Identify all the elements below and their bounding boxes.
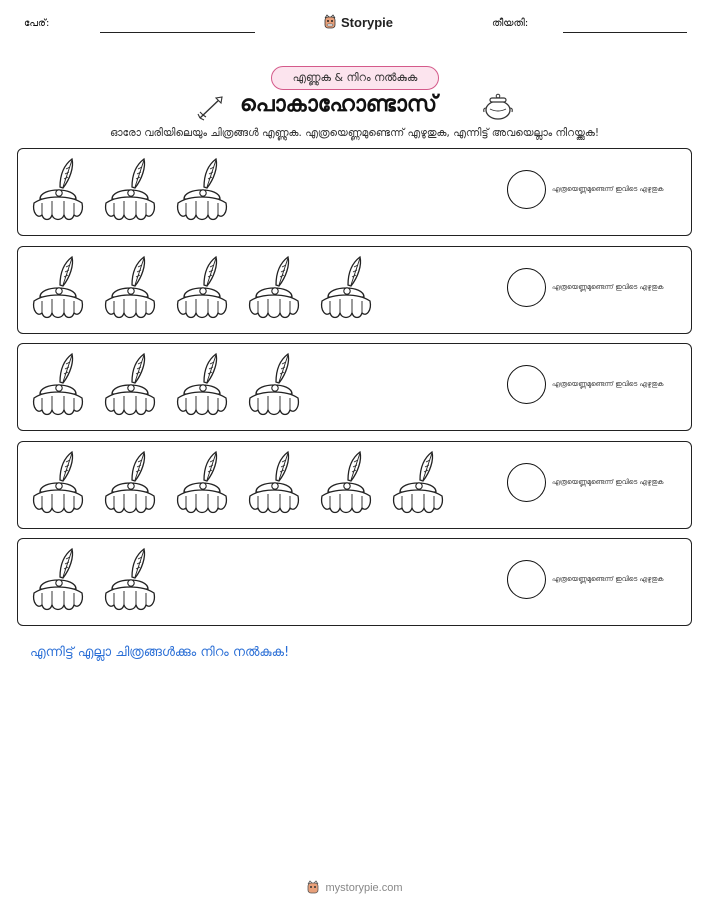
row-pictures [30, 547, 158, 619]
feathered-hat-icon [246, 352, 302, 424]
feathered-hat-icon [102, 450, 158, 522]
counting-row [17, 148, 692, 236]
pot-icon [482, 92, 514, 122]
name-field[interactable] [100, 32, 255, 33]
date-label: തീയതി: [492, 18, 529, 29]
counting-row [17, 538, 692, 626]
feathered-hat-icon [246, 255, 302, 327]
row-pictures [30, 157, 230, 229]
feathered-hat-icon [30, 352, 86, 424]
storypie-logo-icon [323, 14, 337, 30]
title-row [0, 92, 709, 122]
answer-prompt: എത്രയെണ്ണമുണ്ടെന്ന് ഇവിടെ എഴുതുക [552, 477, 664, 486]
activity-badge [271, 66, 439, 90]
counting-row [17, 441, 692, 529]
date-field[interactable] [563, 32, 687, 33]
footer-site [0, 880, 709, 895]
storypie-footer-logo-icon [306, 880, 320, 895]
answer-circle[interactable] [507, 560, 546, 599]
brand-name: Storypie [341, 14, 394, 30]
site-url: mystorypie.com [325, 881, 403, 894]
feathered-hat-icon [30, 450, 86, 522]
feathered-hat-icon [174, 352, 230, 424]
row-pictures [30, 255, 374, 327]
answer-prompt: എത്രയെണ്ണമുണ്ടെന്ന് ഇവിടെ എഴുതുക [552, 282, 664, 291]
worksheet-title: പൊകാഹോണ്ടാസ് [240, 92, 438, 117]
answer-prompt: എത്രയെണ്ണമുണ്ടെന്ന് ഇവിടെ എഴുതുക [552, 185, 664, 193]
counting-row [17, 343, 692, 431]
feathered-hat-icon [102, 547, 158, 619]
name-label: പേര്: [24, 18, 50, 29]
row-pictures [30, 450, 446, 522]
row-pictures [30, 352, 302, 424]
activity-badge-label: എണ്ണുക & നിറം നൽകുക [292, 71, 418, 84]
brand [323, 14, 393, 30]
feathered-hat-icon [30, 157, 86, 229]
feathered-hat-icon [102, 157, 158, 229]
arrow-icon [196, 92, 228, 122]
answer-circle[interactable] [507, 268, 546, 307]
feathered-hat-icon [30, 547, 86, 619]
feathered-hat-icon [30, 255, 86, 327]
answer-circle[interactable] [507, 170, 546, 209]
answer-prompt: എത്രയെണ്ണമുണ്ടെന്ന് ഇവിടെ എഴുതുക [552, 380, 664, 388]
feathered-hat-icon [174, 450, 230, 522]
coloring-note: എന്നിട്ട് എല്ലാ ചിത്രങ്ങൾക്കും നിറം നൽകുക! [30, 645, 290, 660]
answer-circle[interactable] [507, 365, 546, 404]
feathered-hat-icon [102, 255, 158, 327]
answer-prompt: എത്രയെണ്ണമുണ്ടെന്ന് ഇവിടെ എഴുതുക [552, 575, 664, 583]
feathered-hat-icon [390, 450, 446, 522]
feathered-hat-icon [318, 450, 374, 522]
counting-row [17, 246, 692, 334]
answer-circle[interactable] [507, 463, 546, 502]
feathered-hat-icon [318, 255, 374, 327]
feathered-hat-icon [246, 450, 302, 522]
feathered-hat-icon [102, 352, 158, 424]
instructions: ഓരോ വരിയിലെയും ചിത്രങ്ങൾ എണ്ണുക. എത്രയെണ്ണമുണ്ടെന്ന് എഴുതുക, എന്നിട്ട് അവയെല്ലാം നിറയ്ക്കുക! [109, 127, 600, 139]
worksheet-header [0, 14, 709, 36]
feathered-hat-icon [174, 157, 230, 229]
feathered-hat-icon [174, 255, 230, 327]
